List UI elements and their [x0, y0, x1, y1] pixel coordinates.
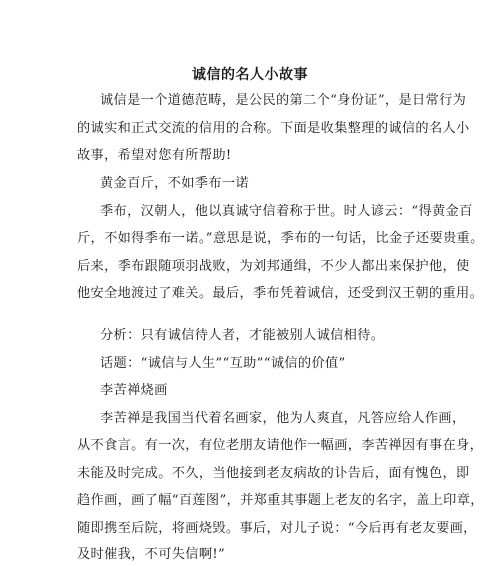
topic-text: 话题：“诚信与人生”“互助”“诚信的价值” — [100, 356, 346, 371]
document-title: 诚信的名人小故事 — [192, 67, 308, 83]
story1-line: 后来，季布跟随项羽战败，为刘邦通缉，不少人都出来保护他，使 — [77, 259, 470, 274]
intro-line: 诚信是一个道德范畴，是公民的第二个“身份证”，是日常行为 — [100, 93, 467, 108]
story2-heading: 李苦禅烧画 — [100, 383, 168, 398]
story2-line: 随即携至后院，将画烧毁。事后，对儿子说：“今后再有老友要画， — [77, 521, 477, 536]
analysis-text: 分析：只有诚信待人者，才能被别人诚信相待。 — [100, 328, 385, 343]
story2-line: 趋作画，画了幅“百莲图”，并郑重其事题上老友的名字，盖上印章， — [77, 493, 484, 508]
story2-line: 李苦禅是我国当代着名画家，他为人爽直，凡答应给人作画， — [100, 411, 466, 426]
story2-line: 从不食言。有一次，有位老朋友请他作一幅画，李苦禅因有事在身， — [77, 438, 484, 453]
story1-line: 季布，汉朝人，他以真诚守信着称于世。时人谚云：“得黄金百 — [100, 204, 473, 219]
story2-line: 未能及时完成。不久，当他接到老友病故的讣告后，面有愧色，即 — [77, 466, 470, 481]
intro-line: 故事，希望对您有所帮助! — [77, 148, 232, 163]
story1-heading: 黄金百斤，不如季布一诺 — [100, 176, 249, 191]
story2-line: 及时催我，不可失信啊!” — [77, 547, 226, 562]
intro-line: 的诚实和正式交流的信用的合称。下面是收集整理的诚信的名人小 — [77, 121, 470, 136]
story1-line: 斤，不如得季布一诺。”意思是说，季布的一句话，比金子还要贵重。 — [77, 231, 484, 246]
story1-line: 他安全地渡过了难关。最后，季布凭着诚信，还受到汉王朝的重用。 — [77, 286, 484, 301]
